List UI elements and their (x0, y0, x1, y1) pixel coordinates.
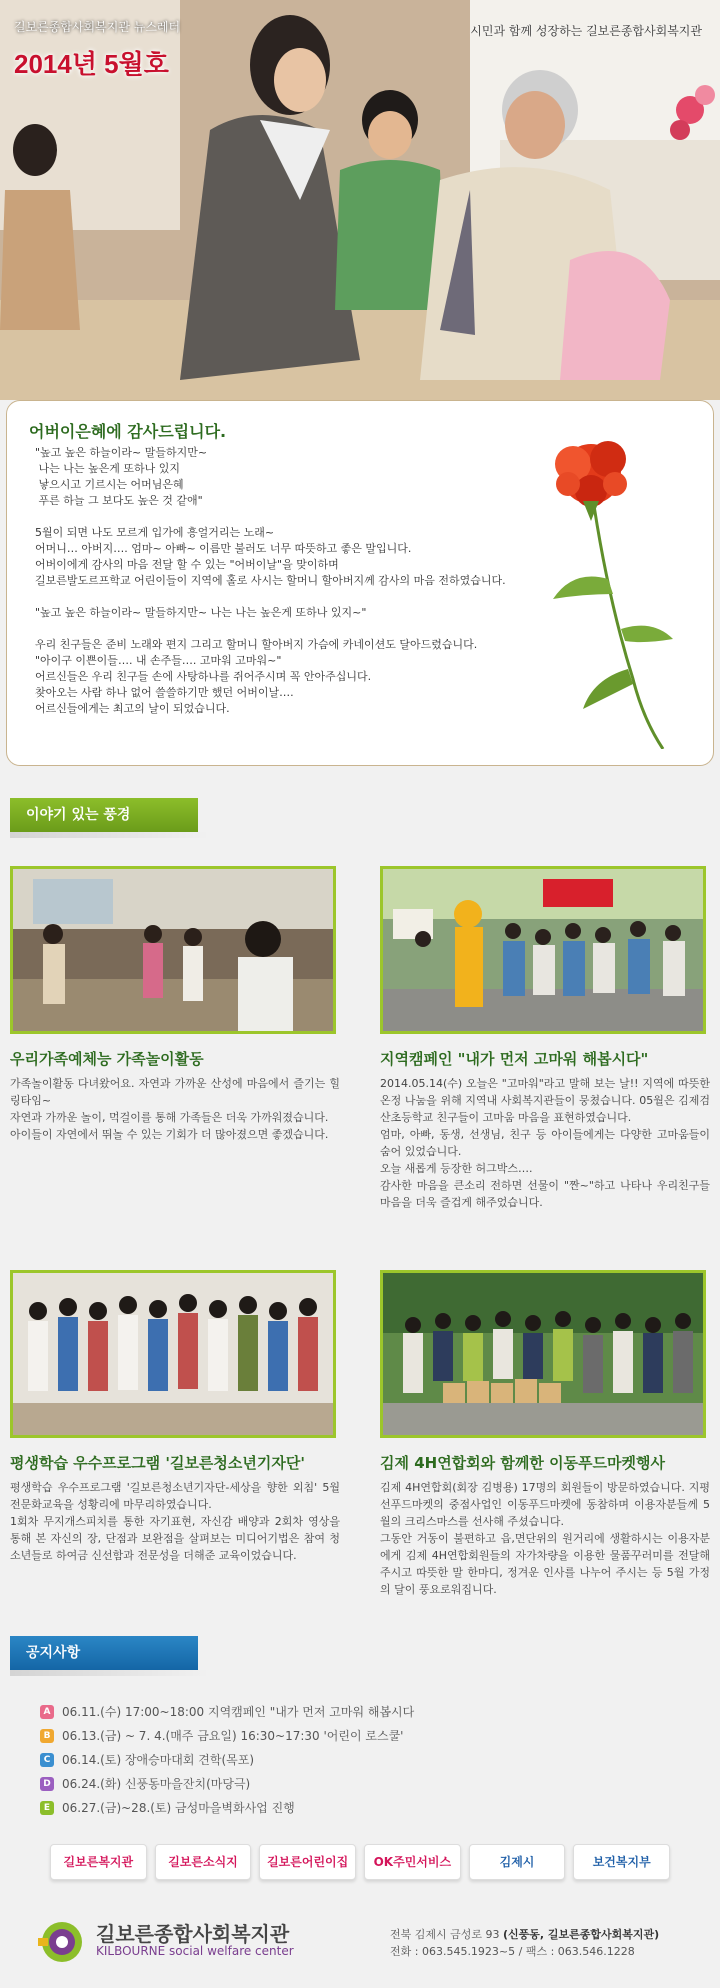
tab-shadow (10, 1670, 210, 1676)
letter-paragraph: 5월이 되면 나도 모르게 입가에 흥얼거리는 노래~ 어머니… 아버지…. 엄마~ 아빠~ 이름만 불러도 너무 따뜻하고 좋은 말입니다. 어버이에게 감사의 마음 전달 할 수 있는 "어버이날"을 맞이하며 길보른발도르프학교 어린이들이 지역에 홀로 사시는 할머니 할아버지께 감사의 마음 전하였습니다. (35, 526, 506, 587)
letter-paragraph: "높고 높은 하늘이라~ 말들하지만~ 나는 나는 높은게 또하나 있지 낳으시고 기르시는 어머님은혜 푸른 하늘 그 보다도 높은 것 같애" (35, 446, 208, 507)
story-photo (380, 1270, 706, 1438)
story-card (380, 866, 710, 1211)
contact-info (390, 1926, 659, 1960)
notice-text: 06.13.(금) ~ 7. 4.(매주 금요일) 16:30~17:30 '어린이 로스쿨' (62, 1729, 404, 1743)
story-text (10, 1075, 340, 1143)
story-title: 김제 4H연합회와 함께한 이동푸드마켓행사 (380, 1454, 665, 1472)
notice-item[interactable] (40, 1724, 680, 1748)
notice-item[interactable] (40, 1700, 680, 1724)
footer (0, 1900, 720, 1988)
organization-name: 길보른종합사회복지관 (96, 1922, 290, 1946)
letter-body (35, 445, 595, 717)
notice-badge-icon: E (40, 1801, 54, 1815)
story-title: 지역캠페인 "내가 먼저 고마워 해봅시다" (380, 1050, 649, 1068)
notice-list (40, 1700, 680, 1820)
story-title: 우리가족예체능 가족놀이활동 (10, 1050, 204, 1068)
quick-link-button[interactable]: 길보른어린이집 (259, 1844, 356, 1880)
story-paragraph: 2014.05.14(수) 오늘은 "고마워"라고 말해 보는 날!! 지역에 따뜻한 온정 나눔을 위해 지역내 사회복지관들이 뭉쳤습니다. 05월은 김제검산초등학교 친구들이 고마움 마음을 표현하였습니다. (380, 1077, 710, 1124)
notice-text: 06.14.(토) 장애승마대회 견학(목포) (62, 1753, 255, 1767)
address-detail: (신풍동, 길보른종합사회복지관) (503, 1928, 660, 1941)
story-paragraph: 김제 4H연합회(회장 김병용) 17명의 회원들이 방문하였습니다. 지평선푸드마켓의 중점사업인 이동푸드마켓에 동참하며 이용자분들께 5월의 크리스마스를 선사해 주셨습니다. (380, 1481, 710, 1528)
stories-section-tab: 이야기 있는 풍경 (10, 798, 198, 832)
issue-title: 2014년 5월호 (14, 49, 169, 79)
notice-text: 06.11.(수) 17:00~18:00 지역캠페인 "내가 먼저 고마워 해봅시다 (62, 1705, 415, 1719)
story-card (380, 1270, 710, 1598)
organization-logo-icon (38, 1920, 86, 1964)
story-paragraph: 그동안 거동이 불편하고 읍,면단위의 원거리에 생활하시는 이용자분에게 김제 4H연합회원들의 자가차량을 이용한 물품꾸러미를 전달해 주시고 따뜻한 말 한마디, 정겨운 인사를 나누어 주시는 등 5월 가정의 달이 풍요로워집니다. (380, 1532, 710, 1596)
story-photo (10, 866, 336, 1034)
story-text (380, 1479, 710, 1598)
story-paragraph: 오늘 새롭게 등장한 허그박스…. (380, 1162, 533, 1175)
organization-english-name: KILBOURNE social welfare center (96, 1944, 294, 1958)
story-text (380, 1075, 710, 1211)
story-paragraph: 가족놀이활동 다녀왔어요. 자연과 가까운 산성에 마음에서 즐기는 힐링타임~ (10, 1077, 340, 1107)
parents-day-letter (6, 400, 714, 766)
phone-fax: 전화 : 063.545.1923~5 / 팩스 : 063.546.1228 (390, 1945, 635, 1958)
slogan: 시민과 함께 성장하는 길보른종합사회복지관 (470, 24, 702, 38)
hero-banner (0, 0, 720, 400)
notice-badge-icon: D (40, 1777, 54, 1791)
story-photo (10, 1270, 336, 1438)
quick-links (50, 1844, 670, 1880)
story-paragraph: 자연과 가까운 놀이, 먹걸이를 통해 가족들은 더욱 가까워졌습니다. (10, 1111, 329, 1124)
newsletter-kicker: 길보른종합사회복지관 뉴스레터 (14, 20, 181, 34)
story-paragraph: 엄마, 아빠, 동생, 선생님, 친구 등 아이들에게는 다양한 고마움들이 숨어 있었습니다. (380, 1128, 710, 1158)
story-card (10, 1270, 340, 1564)
letter-title: 어버이은혜에 감사드립니다. (29, 422, 227, 441)
tab-shadow (10, 832, 210, 838)
notice-item[interactable] (40, 1796, 680, 1820)
notice-text: 06.27.(금)~28.(토) 금성마을벽화사업 진행 (62, 1801, 295, 1815)
quick-link-button[interactable]: 길보른복지관 (50, 1844, 147, 1880)
address-text: 전북 김제시 금성로 93 (390, 1928, 503, 1941)
carnation-illustration (533, 429, 683, 749)
notice-badge-icon: B (40, 1729, 54, 1743)
letter-paragraph: "높고 높은 하늘이라~ 말들하지만~ 나는 나는 높은게 또하나 있지~" (35, 606, 367, 619)
story-card (10, 866, 340, 1143)
story-paragraph: 1회차 무지개스피치를 통한 자기표현, 자신감 배양과 2회차 영상을 통해 본 자신의 장, 단점과 보완점을 살펴보는 미디어기법은 참여 청소년들로 하여금 신선함과 전문성을 더해준 교육이었습니다. (10, 1515, 340, 1562)
notice-badge-icon: C (40, 1753, 54, 1767)
quick-link-button[interactable]: OK주민서비스 (364, 1844, 461, 1880)
letter-paragraph: 우리 친구들은 준비 노래와 편지 그리고 할머니 할아버지 가슴에 카네이션도 달아드렸습니다. "아이구 이쁜이들…. 내 손주들…. 고마워 고마워~" 어르신들은 우리 친구들 손에 사탕하나를 쥐어주시며 꼭 안아주십니다. 찾아오는 사람 하나 없어 쓸쓸하기만 했던 어버이날…. 어르신들에게는 최고의 날이 되었습니다. (35, 638, 478, 715)
notice-item[interactable] (40, 1748, 680, 1772)
story-photo (380, 866, 706, 1034)
quick-link-button[interactable]: 보건복지부 (573, 1844, 670, 1880)
notices-section-tab: 공지사항 (10, 1636, 198, 1670)
notice-badge-icon: A (40, 1705, 54, 1719)
story-text (10, 1479, 340, 1564)
notice-item[interactable] (40, 1772, 680, 1796)
quick-link-button[interactable]: 김제시 (469, 1844, 566, 1880)
notice-text: 06.24.(화) 신풍동마을잔치(마당극) (62, 1777, 251, 1791)
story-title: 평생학습 우수프로그램 '길보른청소년기자단' (10, 1454, 305, 1472)
story-paragraph: 평생학습 우수프로그램 '길보른청소년기자단-세상을 향한 외침' 5월 전문화교육을 성황리에 마무리하였습니다. (10, 1481, 340, 1511)
story-paragraph: 아이들이 자연에서 뛰놀 수 있는 기회가 더 많아졌으면 좋겠습니다. (10, 1128, 329, 1141)
story-paragraph: 감사한 마음을 큰소리 전하면 선물이 "짠~"하고 나타나 우리친구들 마음을 더욱 즐겁게 해주었습니다. (380, 1179, 710, 1209)
quick-link-button[interactable]: 길보른소식지 (155, 1844, 252, 1880)
